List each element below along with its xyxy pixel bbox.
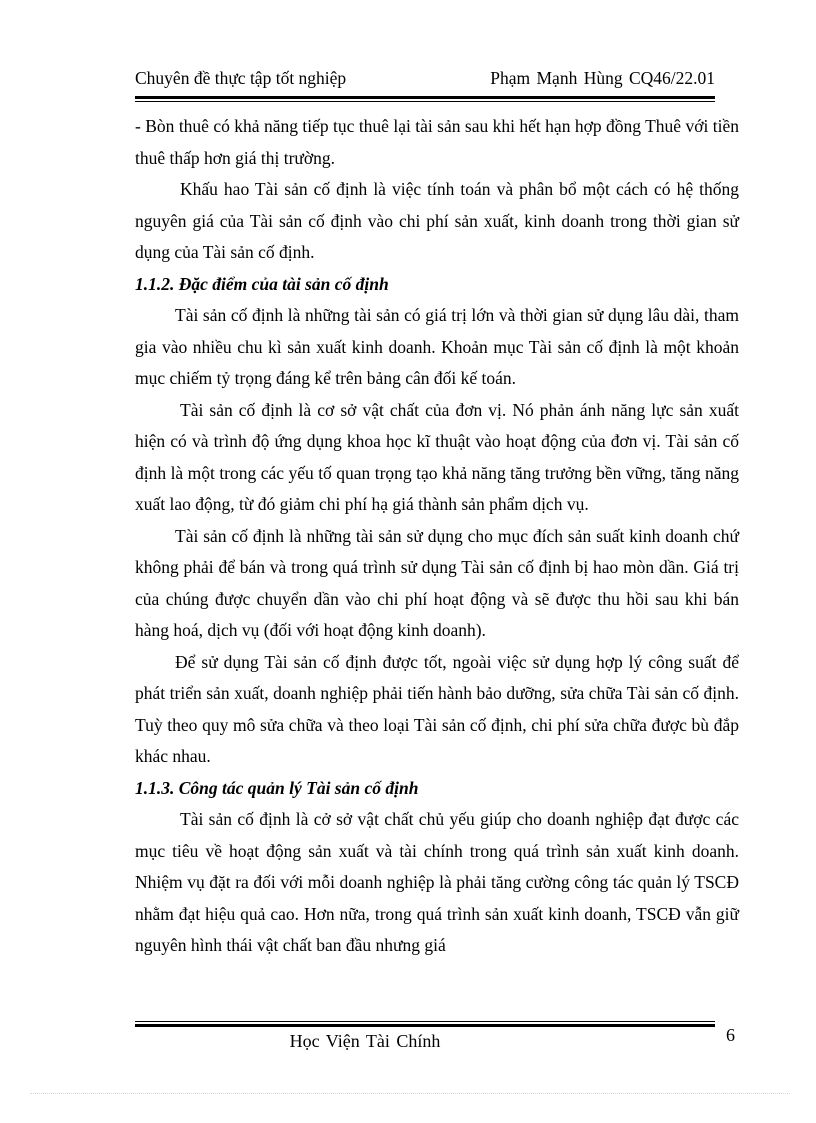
- paragraph-fixed-asset-definition: Tài sản cố định là những tài sản có giá trị lớn và thời gian sử dụng lâu dài, tham gia vào nhiều chu kì sản xuất kinh doanh. Khoản mục Tài sản cố định là một khoản mục chiếm tỷ trọng đáng kể trên bảng cân đối kế toán.: [135, 305, 739, 388]
- header-author-class: Phạm Mạnh Hùng CQ46/22.01: [490, 68, 715, 88]
- footer-institution: Học Viện Tài Chính: [289, 1031, 441, 1051]
- page-header: [135, 68, 715, 94]
- header-rule-thick: [135, 96, 715, 99]
- paragraph-fixed-asset-basis: Tài sản cố định là cơ sở vật chất của đơn vị. Nó phản ánh năng lực sản xuất hiện có và trình độ ứng dụng khoa học kĩ thuật vào hoạt động của đơn vị. Tài sản cố định là một trong các yếu tố quan trọng tạo khả năng tăng trưởng bền vững, tăng năng xuất lao động, từ đó giảm chi phí hạ giá thành sản phẩm dịch vụ.: [135, 399, 739, 514]
- section-heading-1-1-2: 1.1.2. Đặc điểm của tài sản cố định: [135, 273, 389, 294]
- paragraph-fixed-asset-management: Tài sản cố định là cở sở vật chất chủ yếu giúp cho doanh nghiệp đạt được các mục tiêu về hoạt động sản xuất và tài chính trong quá trình sản xuất kinh doanh. Nhiệm vụ đặt ra đối với mỗi doanh nghiệp là phải tăng cường công tác quản lý TSCĐ nhằm đạt hiệu quả cao. Hơn nữa, trong quá trình sản xuất kinh doanh, TSCĐ vẫn giữ nguyên hình thái vật chất ban đầu nhưng giá: [135, 809, 739, 955]
- page-bottom-dotted-border: [30, 1093, 790, 1094]
- paragraph-depreciation: Khấu hao Tài sản cố định là việc tính toán và phân bổ một cách có hệ thống nguyên giá của Tài sản cố định vào chi phí sản xuất, kinh doanh trong thời gian sử dụng của Tài sản cố định.: [135, 179, 739, 262]
- header-document-title: Chuyên đề thực tập tốt nghiệp: [135, 68, 347, 88]
- footer-rule-thick: [135, 1024, 715, 1027]
- paragraph-fixed-asset-use: Tài sản cố định là những tài sản sử dụng cho mục đích sản suất kinh doanh chứ không phải để bán và trong quá trình sử dụng Tài sản cố định bị hao mòn dần. Giá trị của chúng được chuyển dần vào chi phí hoạt động và sẽ được thu hồi sau khi bán hàng hoá, dịch vụ (đối với hoạt động kinh doanh).: [135, 525, 739, 640]
- page-number: 6: [726, 1025, 735, 1045]
- paragraph-fixed-asset-maintenance: Để sử dụng Tài sản cố định được tốt, ngoài việc sử dụng hợp lý công suất để phát triển sản xuất, doanh nghiệp phải tiến hành bảo dưỡng, sửa chữa Tài sản cố định. Tuỳ theo quy mô sửa chữa và theo loại Tài sản cố định, chi phí sửa chữa được bù đắp khác nhau.: [135, 651, 739, 766]
- header-rule-thin: [135, 101, 715, 102]
- section-heading-1-1-3: 1.1.3. Công tác quản lý Tài sản cố định: [135, 777, 419, 798]
- footer-rule-thin: [135, 1021, 715, 1022]
- page-body: [135, 111, 739, 962]
- paragraph-lessee-option: - Bòn thuê có khả năng tiếp tục thuê lại tài sản sau khi hết hạn hợp đồng Thuê với tiền thuê thấp hơn giá thị trường.: [135, 116, 739, 168]
